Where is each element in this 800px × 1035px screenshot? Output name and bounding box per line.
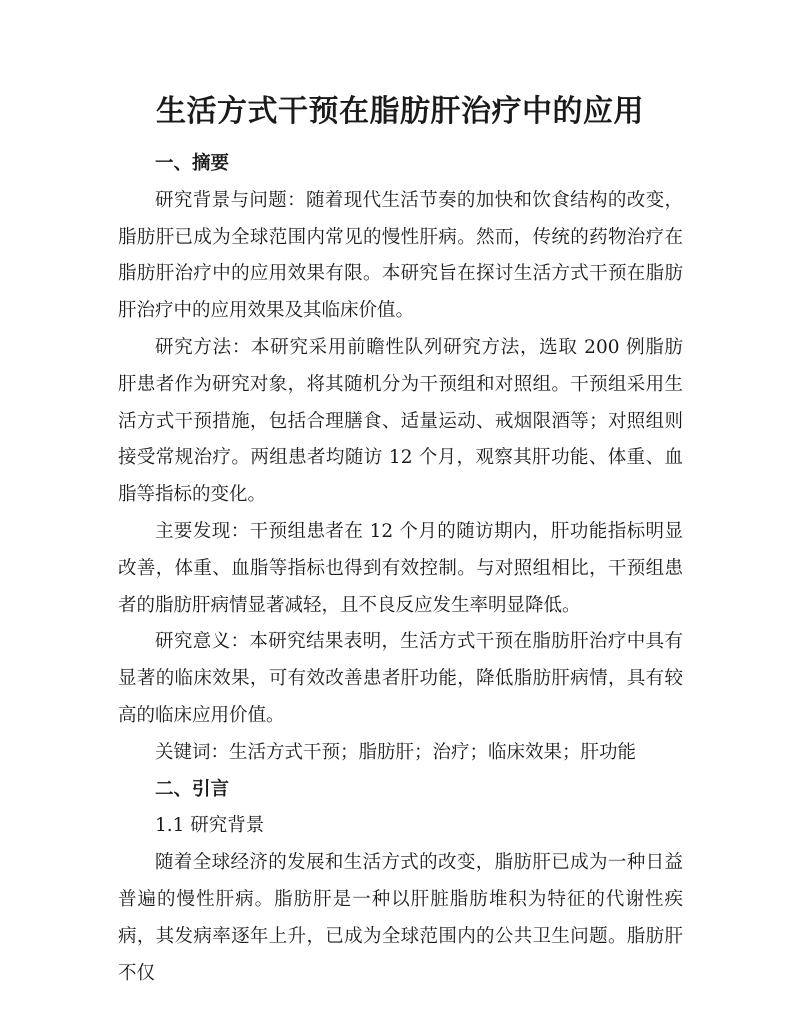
subsection-heading-1-1: 1.1 研究背景 (155, 815, 265, 837)
abstract-heading: 一、摘要 (155, 153, 230, 174)
document-body (118, 146, 683, 992)
significance-paragraph: 研究意义：本研究结果表明，生活方式干预在脂肪肝治疗中具有显著的临床效果，可有效改善患者肝功能，降低脂肪肝病情，具有较高的临床应用价值。 (118, 631, 683, 726)
keywords-line: 关键词：生活方式干预；脂肪肝；治疗；临床效果；肝功能 (155, 741, 637, 763)
intro-heading: 二、引言 (155, 778, 230, 800)
background-paragraph: 研究背景与问题：随着现代生活节奏的加快和饮食结构的改变，脂肪肝已成为全球范围内常见的慢性肝病。然而，传统的药物治疗在脂肪肝治疗中的应用效果有限。本研究旨在探讨生活方式干预在脂肪肝治疗中的应用效果及其临床价值。 (118, 189, 683, 322)
document-title: 生活方式干预在脂肪肝治疗中的应用 (156, 94, 644, 129)
findings-paragraph: 主要发现：干预组患者在 12 个月的随访期内，肝功能指标明显改善，体重、血脂等指标也得到有效控制。与对照组相比，干预组患者的脂肪肝病情显著减轻，且不良反应发生率明显降低。 (118, 520, 683, 616)
intro-paragraph: 随着全球经济的发展和生活方式的改变，脂肪肝已成为一种日益普遍的慢性肝病。脂肪肝是一种以肝脏脂肪堆积为特征的代谢性疾病，其发病率逐年上升，已成为全球范围内的公共卫生问题。脂肪肝不仅 (118, 852, 683, 984)
methods-paragraph: 研究方法：本研究采用前瞻性队列研究方法，选取 200 例脂肪肝患者作为研究对象，将其随机分为干预组和对照组。干预组采用生活方式干预措施，包括合理膳食、适量运动、戒烟限酒等；对照组则接受常规治疗。两组患者均随访 12 个月，观察其肝功能、体重、血脂等指标的变化。 (118, 336, 683, 506)
